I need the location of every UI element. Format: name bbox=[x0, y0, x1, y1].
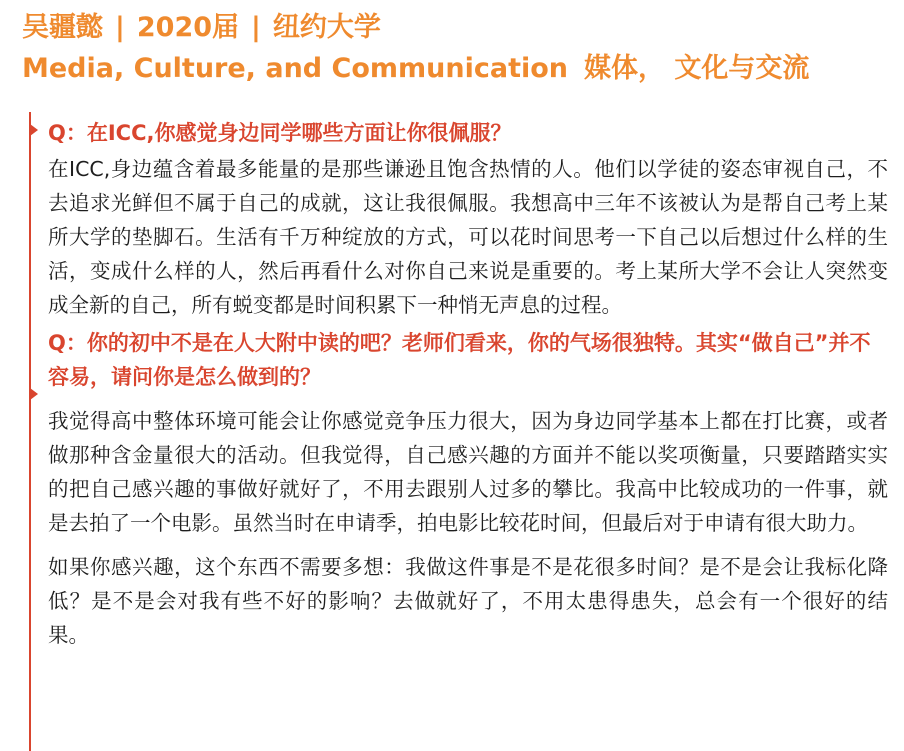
profile-title-line bbox=[22, 6, 892, 50]
question-2: Q：你的初中不是在人大附中读的吧？老师们看来，你的气场很独特。其实“做自己”并不容易，请问你是怎么做到的？ bbox=[48, 331, 871, 389]
title-separator: | bbox=[115, 12, 125, 43]
qa-content bbox=[48, 110, 888, 652]
profile-header bbox=[22, 6, 892, 88]
answer-1: 在ICC,身边蕴含着最多能量的是那些谦逊且饱含热情的人。他们以学徒的姿态审视自己，不去追求光鲜但不属于自己的成就，这让我很佩服。我想高中三年不该被认为是帮自己考上某所大学的垫脚石。生活有千万种绽放的方式，可以花时间思考一下自己以后想过什么样的生活，变成什么样的人，然后再看什么对你自己来说是重要的。考上某所大学不会让人突然变成全新的自己，所有蜕变都是时间积累下一种悄无声息的过程。 bbox=[48, 157, 888, 317]
major-english: Media, Culture, and Communication bbox=[22, 53, 568, 84]
major-chinese: 媒体， 文化与交流 bbox=[584, 53, 810, 84]
graduation-year: 2020届 bbox=[136, 12, 240, 43]
question-1: Q：在ICC,你感觉身边同学哪些方面让你很佩服？ bbox=[48, 121, 512, 145]
student-name: 吴疆懿 bbox=[22, 12, 103, 43]
timeline-line bbox=[29, 112, 31, 751]
title-separator: | bbox=[251, 12, 261, 43]
answer-2-paragraph-2: 如果你感兴趣，这个东西不需要多想：我做这件事是不是花很多时间？是不是会让我标化降低？是不是会对我有些不好的影响？去做就好了，不用太患得患失，总会有一个很好的结果。 bbox=[48, 555, 888, 647]
university-name: 纽约大学 bbox=[272, 12, 381, 43]
major-line bbox=[22, 50, 892, 88]
timeline-arrow-icon bbox=[30, 388, 38, 400]
answer-2-paragraph-1: 我觉得高中整体环境可能会让你感觉竞争压力很大，因为身边同学基本上都在打比赛，或者做那种含金量很大的活动。但我觉得，自己感兴趣的方面并不能以奖项衡量，只要踏踏实实的把自己感兴趣的事做好就好了，不用去跟别人过多的攀比。我高中比较成功的一件事，就是去拍了一个电影。虽然当时在申请季，拍电影比较花时间，但最后对于申请有很大助力。 bbox=[48, 409, 888, 535]
timeline-arrow-icon bbox=[30, 124, 38, 136]
